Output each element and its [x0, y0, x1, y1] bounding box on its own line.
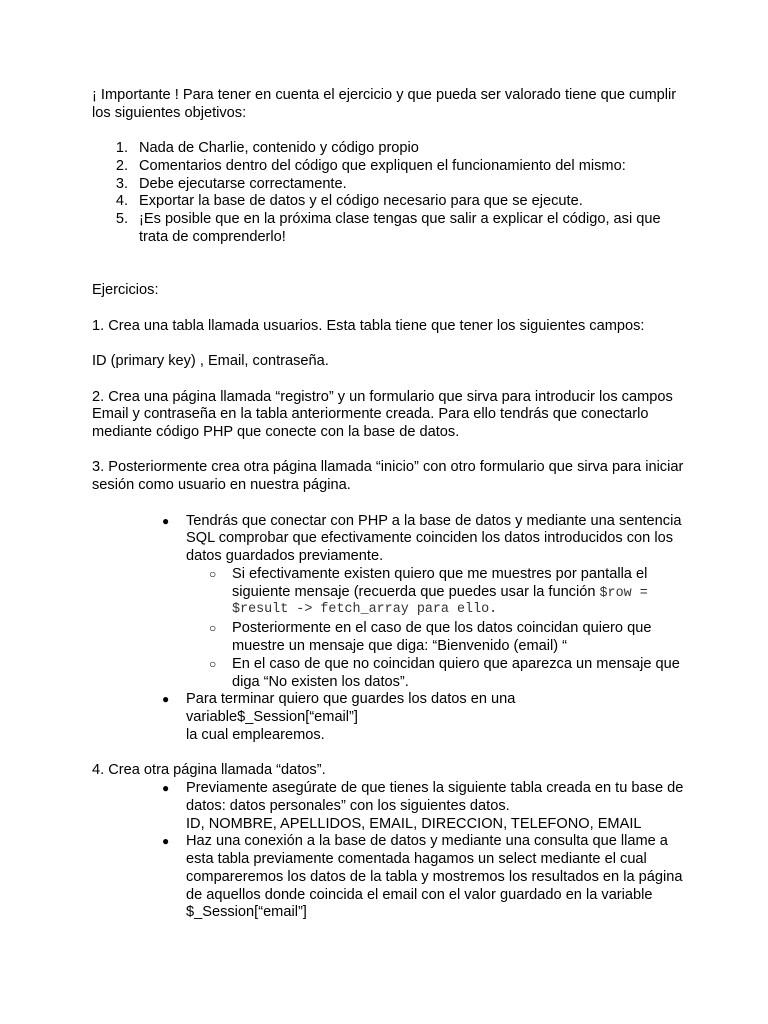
- sub-bullet-text-part: siguiente mensaje (recuerda que puedes usar la función: [232, 584, 600, 600]
- bullet-text: datos guardados previamente.: [186, 548, 384, 564]
- exercise-2-line: mediante código PHP que conecte con la base de datos.: [92, 424, 460, 440]
- bullet-dot: ●: [162, 834, 170, 848]
- sub-bullet-circle: ○: [209, 621, 217, 635]
- list-item: Exportar la base de datos y el código necesario para que se ejecute.: [139, 193, 583, 209]
- exercise-1-text: 1. Crea una tabla llamada usuarios. Esta tabla tiene que tener los siguientes campos:: [92, 318, 645, 334]
- list-item: ¡Es posible que en la próxima clase tengas que salir a explicar el código, asi que: [139, 211, 661, 227]
- list-number: 3.: [115, 176, 128, 192]
- code-snippet: $result -> fetch_array para ello.: [232, 602, 498, 617]
- bullet-text: ID, NOMBRE, APELLIDOS, EMAIL, DIRECCION, TELEFONO, EMAIL: [186, 816, 642, 832]
- sub-bullet-text: En el caso de que no coincidan quiero que aparezca un mensaje que: [232, 656, 680, 672]
- sub-bullet-text: muestre un mensaje que diga: “Bienvenido (email) “: [232, 638, 568, 654]
- bullet-text: SQL comprobar que efectivamente coinciden los datos introducidos con los: [186, 530, 674, 546]
- bullet-text: variable$_Session[“email”]: [186, 709, 358, 725]
- exercise-3-line: sesión como usuario en nuestra página.: [92, 477, 351, 493]
- code-snippet: $row =: [599, 586, 648, 601]
- exercise-3-line: 3. Posteriormente crea otra página llamada “inicio” con otro formulario que sirva para iniciar: [92, 459, 684, 475]
- list-number: 4.: [115, 193, 128, 209]
- bullet-dot: ●: [162, 514, 170, 528]
- bullet-text: la cual emplearemos.: [186, 727, 325, 743]
- exercise-2-line: 2. Crea una página llamada “registro” y un formulario que sirva para introducir los campos: [92, 389, 673, 405]
- exercise-4-title: 4. Crea otra página llamada “datos”.: [92, 762, 326, 778]
- bullet-text: Para terminar quiero que guardes los datos en una: [186, 691, 516, 707]
- bullet-text: Haz una conexión a la base de datos y mediante una consulta que llame a: [186, 833, 668, 849]
- bullet-text: $_Session[“email”]: [186, 904, 307, 920]
- list-item: trata de comprenderlo!: [139, 229, 286, 245]
- list-number: 5.: [115, 211, 128, 227]
- bullet-text: Tendrás que conectar con PHP a la base de datos y mediante una sentencia: [186, 513, 682, 529]
- sub-bullet-text: Si efectivamente existen quiero que me muestres por pantalla el: [232, 566, 648, 582]
- intro-line: los siguientes objetivos:: [92, 105, 247, 121]
- sub-bullet-text: [232, 583, 648, 603]
- list-item: Nada de Charlie, contenido y código propio: [139, 140, 419, 156]
- bullet-dot: ●: [162, 692, 170, 706]
- sub-bullet-circle: ○: [209, 657, 217, 671]
- bullet-text: compareremos los datos de la tabla y mostremos los resultados en la página: [186, 869, 683, 885]
- list-item: Debe ejecutarse correctamente.: [139, 176, 347, 192]
- section-heading: Ejercicios:: [92, 282, 159, 298]
- intro-line: ¡ Importante ! Para tener en cuenta el ejercicio y que pueda ser valorado tiene que cumplir: [92, 87, 677, 103]
- list-number: 2.: [115, 158, 128, 174]
- bullet-text: esta tabla previamente comentada hagamos un select mediante el cual: [186, 851, 647, 867]
- bullet-text: de aquellos donde coincida el email con el valor guardado en la variable: [186, 887, 653, 903]
- list-item: Comentarios dentro del código que expliquen el funcionamiento del mismo:: [139, 158, 626, 174]
- list-number: 1.: [115, 140, 128, 156]
- bullet-text: Previamente asegúrate de que tienes la siguiente tabla creada en tu base de: [186, 780, 684, 796]
- bullet-text: datos: datos personales” con los siguientes datos.: [186, 798, 510, 814]
- exercise-2-line: Email y contraseña en la tabla anteriormente creada. Para ello tendrás que conectarlo: [92, 406, 649, 422]
- exercise-1-fields: ID (primary key) , Email, contraseña.: [92, 353, 329, 369]
- bullet-dot: ●: [162, 781, 170, 795]
- sub-bullet-text: Posteriormente en el caso de que los datos coincidan quiero que: [232, 620, 652, 636]
- sub-bullet-text: diga “No existen los datos”.: [232, 674, 409, 690]
- sub-bullet-circle: ○: [209, 567, 217, 581]
